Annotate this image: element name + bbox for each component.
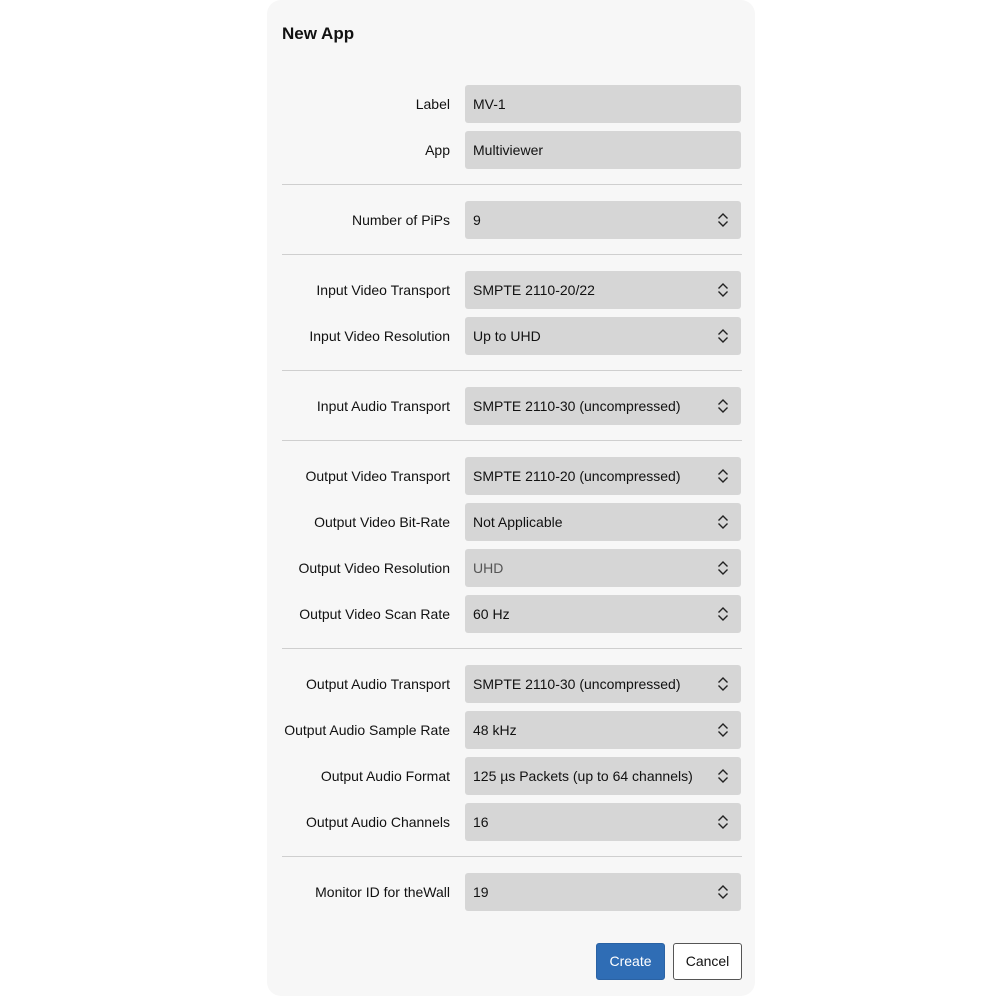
field-row-output-video-bit-rate: [267, 503, 755, 541]
input-video-resolution-select[interactable]: [465, 317, 741, 355]
field-value: 9: [473, 212, 481, 228]
field-value: 16: [473, 814, 489, 830]
chevron-up-down-icon: [715, 676, 731, 692]
input-audio-transport-select[interactable]: [465, 387, 741, 425]
dialog-title: New App: [282, 24, 355, 43]
field-label: Output Audio Sample Rate: [284, 722, 450, 738]
chevron-up-down-icon: [715, 328, 731, 344]
field-value: Not Applicable: [473, 514, 563, 530]
field-value: UHD: [473, 560, 504, 576]
create-button[interactable]: Create: [596, 943, 665, 980]
input-video-transport-select[interactable]: [465, 271, 741, 309]
output-video-resolution-select[interactable]: [465, 549, 741, 587]
chevron-up-down-icon: [715, 606, 731, 622]
field-label: Input Audio Transport: [316, 398, 450, 414]
app-input[interactable]: [465, 131, 741, 169]
field-label: App: [425, 142, 450, 158]
number-of-pips-select[interactable]: [465, 201, 741, 239]
field-row-label: [267, 85, 755, 123]
field-row-app: [267, 131, 755, 169]
field-row-output-video-transport: [267, 457, 755, 495]
output-audio-channels-select[interactable]: [465, 803, 741, 841]
field-row-input-video-resolution: [267, 317, 755, 355]
chevron-up-down-icon: [715, 398, 731, 414]
chevron-up-down-icon: [715, 884, 731, 900]
chevron-up-down-icon: [715, 468, 731, 484]
field-value: 125 µs Packets (up to 64 channels): [473, 768, 693, 784]
section-divider: [282, 648, 742, 649]
field-row-output-audio-transport: [267, 665, 755, 703]
field-label: Output Video Scan Rate: [299, 606, 450, 622]
section-divider: [282, 440, 742, 441]
field-value: SMPTE 2110-30 (uncompressed): [473, 676, 681, 692]
field-row-output-audio-channels: [267, 803, 755, 841]
section-divider: [282, 184, 742, 185]
field-row-output-audio-sample-rate: [267, 711, 755, 749]
field-row-output-video-scan-rate: [267, 595, 755, 633]
monitor-id-select[interactable]: [465, 873, 741, 911]
output-audio-format-select[interactable]: [465, 757, 741, 795]
field-value: Up to UHD: [473, 328, 541, 344]
output-video-bit-rate-select[interactable]: [465, 503, 741, 541]
cancel-button[interactable]: Cancel: [673, 943, 742, 980]
new-app-dialog: [267, 0, 755, 996]
field-value: 19: [473, 884, 489, 900]
field-value: Multiviewer: [473, 142, 544, 158]
field-label: Input Video Resolution: [309, 328, 450, 344]
output-audio-sample-rate-select[interactable]: [465, 711, 741, 749]
field-label: Input Video Transport: [316, 282, 450, 298]
label-input[interactable]: [465, 85, 741, 123]
field-label: Label: [415, 96, 450, 112]
field-row-output-audio-format: [267, 757, 755, 795]
field-label: Output Video Bit-Rate: [314, 514, 450, 530]
section-divider: [282, 856, 742, 857]
field-label: Monitor ID for theWall: [315, 884, 450, 900]
field-value: 60 Hz: [473, 606, 510, 622]
field-row-output-video-resolution: [267, 549, 755, 587]
field-label: Number of PiPs: [351, 212, 450, 228]
field-value: MV-1: [473, 96, 506, 112]
field-label: Output Video Transport: [305, 468, 450, 484]
section-divider: [282, 254, 742, 255]
field-label: Output Audio Transport: [306, 676, 450, 692]
field-value: 48 kHz: [473, 722, 517, 738]
output-video-transport-select[interactable]: [465, 457, 741, 495]
chevron-up-down-icon: [715, 212, 731, 228]
field-row-input-audio-transport: [267, 387, 755, 425]
field-label: Output Video Resolution: [298, 560, 450, 576]
chevron-up-down-icon: [715, 514, 731, 530]
chevron-up-down-icon: [715, 722, 731, 738]
field-row-number-of-pips: [267, 201, 755, 239]
chevron-up-down-icon: [715, 282, 731, 298]
output-video-scan-rate-select[interactable]: [465, 595, 741, 633]
field-row-monitor-id: [267, 873, 755, 911]
field-label: Output Audio Channels: [306, 814, 450, 830]
field-value: SMPTE 2110-20 (uncompressed): [473, 468, 681, 484]
chevron-up-down-icon: [715, 814, 731, 830]
section-divider: [282, 370, 742, 371]
field-label: Output Audio Format: [320, 768, 450, 784]
field-value: SMPTE 2110-20/22: [473, 282, 595, 298]
field-value: SMPTE 2110-30 (uncompressed): [473, 398, 681, 414]
chevron-up-down-icon: [715, 768, 731, 784]
output-audio-transport-select[interactable]: [465, 665, 741, 703]
field-row-input-video-transport: [267, 271, 755, 309]
chevron-up-down-icon: [715, 560, 731, 576]
